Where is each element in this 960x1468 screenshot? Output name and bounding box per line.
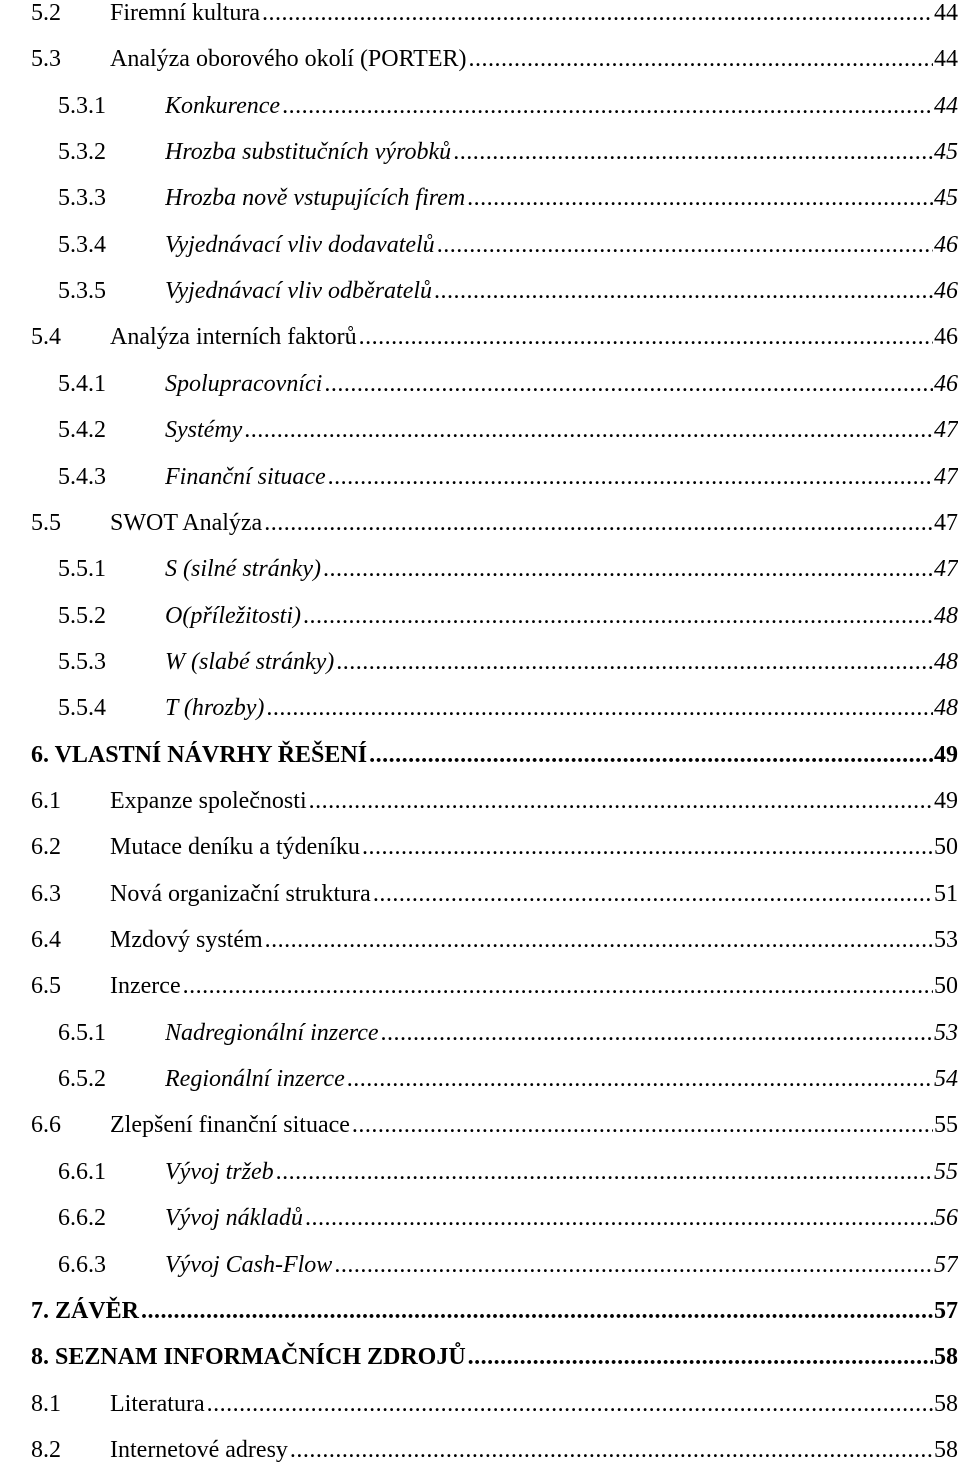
toc-entry[interactable] bbox=[0, 134, 958, 170]
toc-entry-page-number: 49 bbox=[934, 788, 958, 814]
toc-entry-row bbox=[31, 1339, 958, 1375]
toc-entry-page-number: 57 bbox=[934, 1297, 958, 1324]
toc-entry-title: Konkurence bbox=[165, 92, 281, 119]
toc-dot-leader bbox=[303, 598, 933, 634]
toc-entry-title: Vývoj tržeb bbox=[165, 1158, 274, 1185]
toc-entry-row bbox=[165, 1200, 958, 1236]
toc-entry-page-number: 48 bbox=[934, 648, 958, 675]
toc-entry-number: 6.6.1 bbox=[58, 1158, 106, 1185]
toc-dot-leader bbox=[290, 1432, 933, 1468]
toc-entry-title: Internetové adresy bbox=[110, 1436, 288, 1463]
toc-entry-number: 8.2 bbox=[31, 1436, 61, 1463]
toc-entry-page-number: 44 bbox=[934, 92, 958, 119]
toc-entry[interactable] bbox=[0, 1107, 958, 1143]
toc-dot-leader bbox=[324, 366, 933, 402]
toc-entry-title: Zlepšení finanční situace bbox=[110, 1112, 350, 1139]
toc-entry-title: S (silné stránky) bbox=[165, 556, 321, 583]
toc-entry-row bbox=[110, 0, 958, 31]
toc-entry[interactable] bbox=[0, 1293, 958, 1329]
toc-entry-row bbox=[110, 783, 958, 819]
toc-entry-number: 6.6.2 bbox=[58, 1205, 106, 1232]
toc-entry-row bbox=[165, 1015, 958, 1051]
toc-entry[interactable] bbox=[0, 922, 958, 958]
toc-entry-title: T (hrozby) bbox=[165, 695, 265, 722]
toc-dot-leader bbox=[437, 227, 933, 263]
toc-entry-title: Mutace deníku a týdeníku bbox=[110, 834, 360, 861]
toc-dot-leader bbox=[334, 1247, 933, 1283]
toc-entry[interactable] bbox=[0, 88, 958, 124]
toc-entry-page-number: 50 bbox=[934, 834, 958, 861]
toc-entry-page-number: 48 bbox=[934, 695, 958, 722]
toc-dot-leader bbox=[305, 1200, 933, 1236]
toc-entry-page-number: 54 bbox=[934, 1066, 958, 1092]
toc-entry-page-number: 57 bbox=[934, 1251, 958, 1278]
toc-entry-page-number: 48 bbox=[934, 602, 958, 629]
toc-dot-leader bbox=[207, 1386, 933, 1422]
toc-entry-page-number: 46 bbox=[934, 324, 958, 351]
toc-dot-leader bbox=[141, 1293, 933, 1329]
toc-dot-leader bbox=[266, 690, 933, 726]
toc-entry-row bbox=[165, 1154, 958, 1190]
toc-entry-row bbox=[165, 644, 958, 680]
toc-entry[interactable] bbox=[0, 505, 958, 541]
toc-entry-row bbox=[110, 922, 958, 958]
toc-entry-number: 6.5.1 bbox=[58, 1019, 106, 1046]
toc-entry-number: 6.6 bbox=[31, 1112, 61, 1139]
toc-entry-title: Hrozba substitučních výrobků bbox=[165, 139, 452, 166]
toc-entry-row bbox=[31, 1293, 958, 1329]
toc-entry-number: 5.3.5 bbox=[58, 278, 106, 305]
toc-entry-title: Vývoj nákladů bbox=[165, 1205, 303, 1232]
toc-entry-row bbox=[110, 876, 958, 912]
toc-entry-row bbox=[110, 1386, 958, 1422]
toc-entry-title: Nadregionální inzerce bbox=[165, 1019, 379, 1046]
toc-entry-title: Mzdový systém bbox=[110, 927, 263, 953]
toc-dot-leader bbox=[183, 968, 933, 1004]
toc-entry[interactable] bbox=[0, 1061, 958, 1097]
toc-entry-number: 5.3.4 bbox=[58, 231, 106, 258]
toc-entry-title: Regionální inzerce bbox=[165, 1066, 345, 1092]
toc-entry-title: SWOT Analýza bbox=[110, 509, 263, 536]
toc-dot-leader bbox=[453, 134, 933, 170]
toc-dot-leader bbox=[381, 1015, 933, 1051]
toc-entry-title: 6. VLASTNÍ NÁVRHY ŘEŠENÍ bbox=[31, 741, 368, 768]
toc-entry-row bbox=[165, 598, 958, 634]
toc-entry-number: 6.5.2 bbox=[58, 1066, 106, 1092]
toc-entry-row bbox=[165, 134, 958, 170]
toc-entry-row bbox=[31, 737, 958, 773]
toc-entry[interactable] bbox=[0, 366, 958, 402]
toc-entry-number: 6.5 bbox=[31, 973, 61, 1000]
toc-entry-number: 6.1 bbox=[31, 788, 61, 814]
toc-entry-page-number: 47 bbox=[934, 417, 958, 444]
toc-entry-title: Systémy bbox=[165, 417, 243, 444]
toc-entry-page-number: 50 bbox=[934, 973, 958, 1000]
toc-entry-row bbox=[165, 227, 958, 263]
toc-entry-row bbox=[165, 273, 958, 309]
toc-entry-page-number: 51 bbox=[934, 880, 958, 907]
toc-entry-title: O(příležitosti) bbox=[165, 602, 301, 629]
toc-entry-row bbox=[165, 412, 958, 448]
toc-dot-leader bbox=[469, 41, 934, 77]
toc-entry-number: 5.2 bbox=[31, 0, 61, 26]
toc-dot-leader bbox=[369, 737, 933, 773]
toc-entry-number: 5.3.1 bbox=[58, 92, 106, 119]
toc-entry-page-number: 47 bbox=[934, 463, 958, 490]
toc-entry-number: 6.3 bbox=[31, 880, 61, 907]
toc-entry-page-number: 46 bbox=[934, 370, 958, 397]
toc-entry-page-number: 45 bbox=[934, 185, 958, 212]
toc-entry-number: 6.2 bbox=[31, 834, 61, 861]
toc-entry-page-number: 44 bbox=[934, 0, 958, 26]
toc-entry-row bbox=[110, 319, 958, 355]
toc-entry-title: Vývoj Cash-Flow bbox=[165, 1251, 333, 1278]
toc-entry-title: Hrozba nově vstupujících firem bbox=[165, 185, 466, 212]
toc-entry[interactable] bbox=[0, 1200, 958, 1236]
toc-dot-leader bbox=[282, 88, 933, 124]
toc-dot-leader bbox=[328, 459, 933, 495]
toc-entry[interactable] bbox=[0, 1386, 958, 1422]
toc-entry-number: 5.5.1 bbox=[58, 556, 106, 583]
toc-entry[interactable] bbox=[0, 459, 958, 495]
toc-entry-title: Firemní kultura bbox=[110, 0, 260, 26]
toc-entry-title: W (slabé stránky) bbox=[165, 648, 335, 675]
toc-entry-page-number: 53 bbox=[934, 1019, 958, 1046]
toc-entry-number: 5.4.1 bbox=[58, 370, 106, 397]
toc-entry-number: 6.6.3 bbox=[58, 1251, 106, 1278]
toc-dot-leader bbox=[359, 319, 933, 355]
toc-entry-number: 5.5.2 bbox=[58, 602, 106, 629]
toc-dot-leader bbox=[373, 876, 933, 912]
toc-dot-leader bbox=[309, 783, 933, 819]
toc-entry-title: Analýza oborového okolí (PORTER) bbox=[110, 46, 467, 73]
toc-entry-row bbox=[110, 1432, 958, 1468]
toc-entry[interactable] bbox=[0, 1247, 958, 1283]
toc-entry-number: 5.5.4 bbox=[58, 695, 106, 722]
toc-entry[interactable] bbox=[0, 829, 958, 865]
toc-entry[interactable] bbox=[0, 1339, 958, 1375]
toc-entry-title: Spolupracovníci bbox=[165, 370, 323, 397]
toc-entry[interactable] bbox=[0, 319, 958, 355]
toc-dot-leader bbox=[347, 1061, 933, 1097]
toc-entry-row bbox=[110, 41, 958, 77]
toc-dot-leader bbox=[467, 180, 933, 216]
toc-entry-page-number: 58 bbox=[934, 1344, 958, 1371]
toc-entry-title: Inzerce bbox=[110, 973, 181, 1000]
toc-entry-page-number: 55 bbox=[934, 1158, 958, 1185]
toc-entry-page-number: 56 bbox=[934, 1205, 958, 1232]
toc-entry[interactable] bbox=[0, 41, 958, 77]
toc-dot-leader bbox=[352, 1107, 933, 1143]
toc-entry-number: 5.3.2 bbox=[58, 139, 106, 166]
toc-entry-row bbox=[110, 505, 958, 541]
toc-dot-leader bbox=[265, 922, 933, 958]
toc-dot-leader bbox=[244, 412, 933, 448]
toc-dot-leader bbox=[468, 1339, 933, 1375]
toc-dot-leader bbox=[264, 505, 933, 541]
toc-entry-number: 5.4.3 bbox=[58, 463, 106, 490]
toc-entry-title: Vyjednávací vliv odběratelů bbox=[165, 278, 433, 305]
toc-entry-number: 5.5 bbox=[31, 509, 61, 536]
toc-entry-title: Finanční situace bbox=[165, 463, 326, 490]
toc-dot-leader bbox=[323, 551, 933, 587]
toc-entry-row bbox=[110, 968, 958, 1004]
toc-entry-row bbox=[165, 690, 958, 726]
toc-entry-page-number: 55 bbox=[934, 1112, 958, 1139]
toc-entry-title: Analýza interních faktorů bbox=[110, 324, 357, 351]
toc-entry[interactable] bbox=[0, 0, 958, 31]
toc-entry-number: 5.4 bbox=[31, 324, 61, 351]
toc-entry-number: 5.5.3 bbox=[58, 648, 106, 675]
toc-entry[interactable] bbox=[0, 737, 958, 773]
toc-entry-page-number: 44 bbox=[934, 46, 958, 73]
toc-entry-row bbox=[165, 459, 958, 495]
toc-entry[interactable] bbox=[0, 690, 958, 726]
toc-entry-title: Literatura bbox=[110, 1390, 205, 1417]
toc-entry-row bbox=[165, 1061, 958, 1097]
toc-entry-title: Vyjednávací vliv dodavatelů bbox=[165, 231, 435, 258]
toc-entry[interactable] bbox=[0, 783, 958, 819]
toc-entry-page-number: 58 bbox=[934, 1436, 958, 1463]
toc-entry[interactable] bbox=[0, 412, 958, 448]
toc-entry-title: 7. ZÁVĚR bbox=[31, 1297, 140, 1324]
toc-dot-leader bbox=[362, 829, 933, 865]
toc-entry-row bbox=[110, 829, 958, 865]
toc-entry-page-number: 46 bbox=[934, 278, 958, 305]
toc-entry-page-number: 58 bbox=[934, 1390, 958, 1417]
toc-entry[interactable] bbox=[0, 1432, 958, 1468]
toc-entry[interactable] bbox=[0, 227, 958, 263]
toc-entry-page-number: 53 bbox=[934, 927, 958, 953]
toc-entry-page-number: 49 bbox=[934, 741, 958, 768]
toc-dot-leader bbox=[262, 0, 933, 31]
toc-entry-page-number: 46 bbox=[934, 231, 958, 258]
toc-entry[interactable] bbox=[0, 968, 958, 1004]
toc-entry-number: 5.3 bbox=[31, 46, 61, 73]
toc-entry-row bbox=[165, 1247, 958, 1283]
toc-entry-page-number: 45 bbox=[934, 139, 958, 166]
toc-dot-leader bbox=[336, 644, 933, 680]
toc-dot-leader bbox=[276, 1154, 933, 1190]
toc-entry-page-number: 47 bbox=[934, 556, 958, 583]
toc-entry[interactable] bbox=[0, 180, 958, 216]
toc-entry[interactable] bbox=[0, 1015, 958, 1051]
toc-dot-leader bbox=[434, 273, 933, 309]
toc-entry-number: 5.4.2 bbox=[58, 417, 106, 444]
toc-entry-number: 6.4 bbox=[31, 927, 61, 953]
toc-entry-row bbox=[165, 180, 958, 216]
toc-entry-row bbox=[165, 366, 958, 402]
toc-entry-row bbox=[165, 88, 958, 124]
toc-entry-number: 5.3.3 bbox=[58, 185, 106, 212]
toc-entry[interactable] bbox=[0, 273, 958, 309]
toc-entry[interactable] bbox=[0, 876, 958, 912]
toc-entry[interactable] bbox=[0, 598, 958, 634]
toc-entry-row bbox=[110, 1107, 958, 1143]
toc-entry-page-number: 47 bbox=[934, 509, 958, 536]
toc-entry-number: 8.1 bbox=[31, 1390, 61, 1417]
toc-entry-row bbox=[165, 551, 958, 587]
toc-entry[interactable] bbox=[0, 551, 958, 587]
toc-entry[interactable] bbox=[0, 1154, 958, 1190]
toc-entry[interactable] bbox=[0, 644, 958, 680]
toc-entry-title: 8. SEZNAM INFORMAČNÍCH ZDROJŮ bbox=[31, 1344, 466, 1371]
toc-entry-title: Expanze společnosti bbox=[110, 788, 307, 814]
toc-entry-title: Nová organizační struktura bbox=[110, 880, 371, 907]
